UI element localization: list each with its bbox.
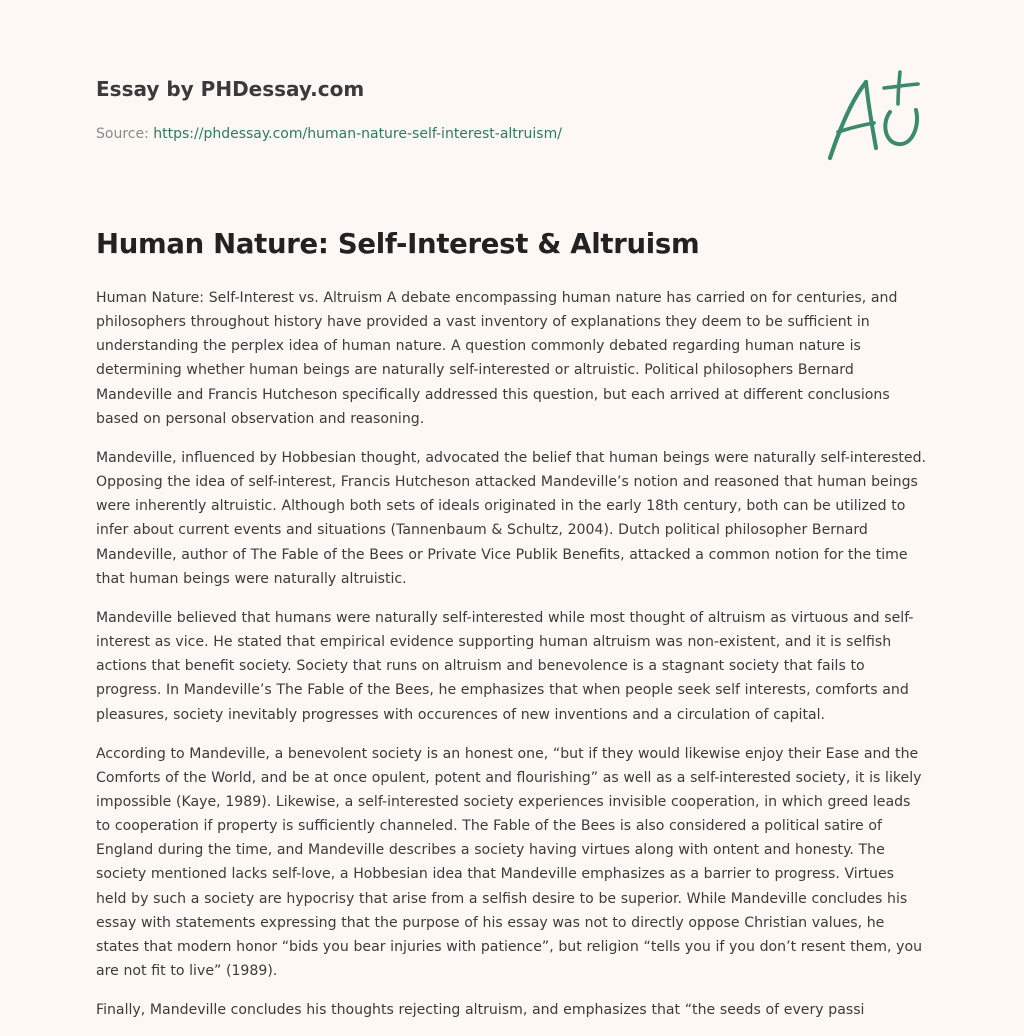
source-line: [96, 124, 562, 144]
paragraph: Finally, Mandeville concludes his thoughts rejecting altruism, and emphasizes that “the seeds of every passi: [96, 1002, 865, 1019]
paragraph: Human Nature: Self-Interest vs. Altruism A debate encompassing human nature has carried on for centuries, and philosophers throughout history have provided a vast inventory of explanations they deem to be sufficient in understanding the perplex idea of human nature. A question commonly debated regarding human nature is determining whether human beings are naturally self-interested or altruistic. Political philosophers Bernard Mandeville and Francis Hutcheson specifically addressed this question, but each arrived at different conclusions based on personal observation and reasoning.: [96, 290, 898, 427]
source-link[interactable]: https://phdessay.com/human-nature-self-interest-altruism/: [153, 126, 562, 142]
page-header: [96, 74, 928, 194]
paragraph: Mandeville believed that humans were naturally self-interested while most thought of altruism as virtuous and self-interest as vice. He stated that empirical evidence supporting human altruism was non-existent, and it is selfish actions that benefit society. Society that runs on altruism and benevolence is a stagnant society that fails to progress. In Mandeville’s The Fable of the Bees, he emphasizes that when people seek self interests, comforts and pleasures, society inevitably progresses with occurences of new inventions and a circulation of capital.: [96, 609, 914, 723]
article-title: Human Nature: Self-Interest & Altruism: [96, 228, 700, 260]
a-plus-grade-icon: [824, 68, 928, 164]
source-label: Source:: [96, 126, 154, 142]
article-body: [96, 286, 928, 1036]
site-brand: Essay by PHDessay.com: [96, 77, 365, 101]
paragraph: According to Mandeville, a benevolent society is an honest one, “but if they would likewise enjoy their Ease and the Comforts of the World, and be at once opulent, potent and flourishing” as well as a self-interested society, it is likely impossible (Kaye, 1989). Likewise, a self-interested society experiences invisible cooperation, in which greed leads to cooperation if property is sufficiently channeled. The Fable of the Bees is also considered a political satire of England during the time, and Mandeville describes a society having virtues along with ontent and honesty. The society mentioned lacks self-love, a Hobbesian idea that Mandeville emphasizes as a barrier to progress. Virtues held by such a society are hypocrisy that arise from a selfish desire to be superior. While Mandeville concludes his essay with statements expressing that the purpose of his essay was not to directly oppose Christian values, he states that modern honor “bids you bear injuries with patience”, but religion “tells you if you don’t resent them, you are not fit to live” (1989).: [96, 745, 923, 980]
paragraph: Mandeville, influenced by Hobbesian thought, advocated the belief that human beings were naturally self-interested. Opposing the idea of self-interest, Francis Hutcheson attacked Mandeville’s notion and reasoned that human beings were inherently altruistic. Although both sets of ideals originated in the early 18th century, both can be utilized to infer about current events and situations (Tannenbaum & Schultz, 2004). Dutch political philosopher Bernard Mandeville, author of The Fable of the Bees or Private Vice Publik Benefits, attacked a common notion for the time that human beings were naturally altruistic.: [96, 449, 927, 587]
